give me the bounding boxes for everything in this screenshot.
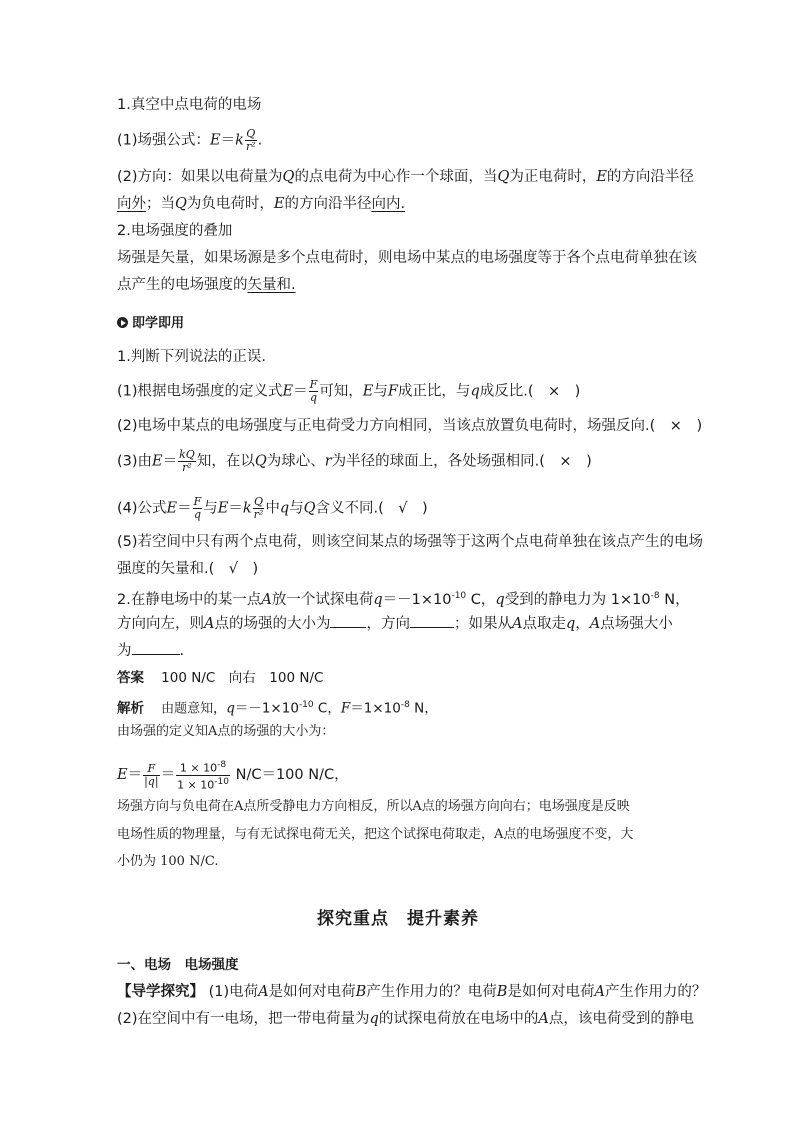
analysis-line-5: 电场性质的物理量，与有无试探电荷无关，把这个试探电荷取走，A点的电场强度不变，大 (117, 827, 634, 842)
fraction-Q-over-r2: $\frac{Q}{\text{r²}}$ (245, 127, 256, 153)
question-1-item-4: (4)公式E＝ $\frac{F}{q}$ 与E＝k $\frac{Q}{\text{r²}}$ 中q与Q含义不同.( √ ) (117, 495, 428, 521)
question-2-line-2: 方向向左，则A点的场强的大小为 ，方向 ；如果从A点取走q，A点场强大小 (117, 613, 673, 634)
analysis-line-4: 场强方向与负电荷在A点所受静电力方向相反，所以A点的场强方向向右；电场强度是反映 (117, 799, 630, 814)
answer-line: 答案 100 N/C 向右 100 N/C (117, 670, 324, 686)
part-1-line-2: (2)在空间中有一电场，把一带电荷量为q的试探电荷放在电场中的A点，该电荷受到的静电 (117, 1011, 694, 1027)
question-1-item-5-line-1: (5)若空间中只有两个点电荷，则该空间某点的场强等于这两个点电荷单独在该点产生的电场 (117, 534, 704, 550)
question-1-item-1: (1)根据电场强度的定义式E＝ $\frac{F}{q}$ 可知，E与F成正比，与q成反比.( × ) (117, 378, 581, 404)
superposition-line-2: 点产生的电场强度的矢量和. (117, 277, 296, 293)
section-title-superposition: 2.电场强度的叠加 (117, 223, 233, 239)
answer-blank-3[interactable] (132, 640, 180, 655)
section-title-point-charge-field: 1.真空中点电荷的电场 (117, 97, 262, 113)
analysis-calculation: E＝ $\frac{F}{|q|}$ ＝ $\frac{1 \times 10^{-8}}{1 \times 10^{-10}}$ N/C＝100 N/C， (117, 760, 349, 792)
direction-line-1: (2)方向：如果以电荷量为Q的点电荷为中心作一个球面，当Q为正电荷时，E的方向沿半径 (117, 169, 694, 185)
answer-blank-1[interactable] (330, 613, 366, 628)
superposition-line-1: 场强是矢量，如果场源是多个点电荷时，则电场中某点的电场强度等于各个点电荷单独在该 (117, 250, 697, 266)
direction-line-2: 向外；当Q为负电荷时，E的方向沿半径向内. (117, 196, 406, 212)
question-1-item-2: (2)电场中某点的电场强度与正电荷受力方向相同，当该点放置负电荷时，场强反向.( × ) (117, 418, 703, 434)
play-circle-icon (117, 317, 128, 328)
question-2-line-3: 为 . (117, 640, 184, 661)
field-formula-line: (1)场强公式：E＝k $\frac{Q}{\text{r²}}$ . (117, 127, 263, 153)
analysis-line-2: 由场强的定义知A点的场强的大小为： (117, 724, 335, 739)
part-1-line-1: 【导学探究】 (1)电荷A是如何对电荷B产生作用力的？电荷B是如何对电荷A产生作用力的？ (117, 984, 707, 1000)
part-1-title: 一、电场 电场强度 (117, 957, 239, 973)
question-1-item-3: (3)由E＝ $\frac{kQ}{\text{r²}}$ 知，在以Q为球心、r为半径的球面上，各处场强相同.( × ) (117, 448, 592, 474)
answer-blank-2[interactable] (410, 613, 454, 628)
question-1-item-5-line-2: 强度的矢量和.( √ ) (117, 561, 259, 577)
question-1-title: 1.判断下列说法的正误. (117, 349, 266, 365)
analysis-line-1: 解析 由题意知，$q=-1\times 10^{-10}$ C，$F=1\times 10^{-8}$ N， (117, 700, 438, 717)
section-marker: 即学即用 (117, 314, 184, 334)
analysis-line-6: 小仍为 100 N/C. (117, 854, 219, 869)
section-heading: 探究重点 提升素养 (317, 909, 479, 929)
question-2-line-1: 2.在静电场中的某一点A放一个试探电荷$q=-1\times 10^{-10}$ C，q受到的静电力为 $1\times 10^{-8}$ N， (117, 591, 690, 608)
